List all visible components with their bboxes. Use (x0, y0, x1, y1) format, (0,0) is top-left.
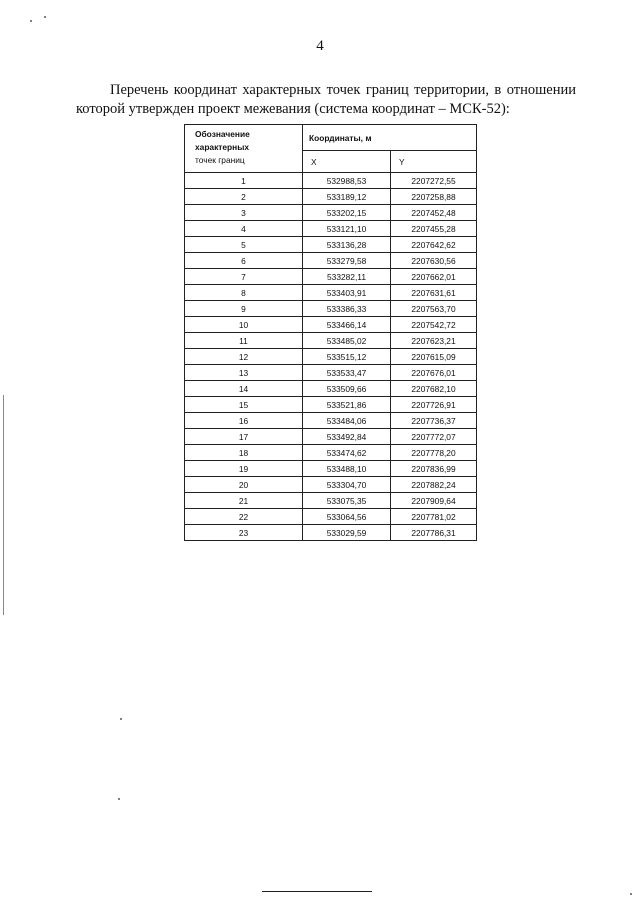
point-number-cell: 9 (185, 301, 303, 317)
y-coordinate-cell: 2207623,21 (391, 333, 477, 349)
y-coordinate-cell: 2207615,09 (391, 349, 477, 365)
point-number-cell: 12 (185, 349, 303, 365)
table-row (185, 525, 477, 541)
table-row (185, 301, 477, 317)
point-number-cell: 6 (185, 253, 303, 269)
point-number-cell: 21 (185, 493, 303, 509)
x-coordinate-cell: 533282,11 (303, 269, 391, 285)
table-row (185, 397, 477, 413)
table-row (185, 269, 477, 285)
header-designation-line1: Обозначение (195, 129, 250, 139)
x-coordinate-cell: 533279,58 (303, 253, 391, 269)
point-number-cell: 8 (185, 285, 303, 301)
point-number-cell: 23 (185, 525, 303, 541)
point-number-cell: 20 (185, 477, 303, 493)
table-row (185, 445, 477, 461)
table-row (185, 253, 477, 269)
table-row (185, 333, 477, 349)
x-coordinate-cell: 533466,14 (303, 317, 391, 333)
y-coordinate-cell: 2207786,31 (391, 525, 477, 541)
table-row (185, 493, 477, 509)
table-row (185, 365, 477, 381)
y-coordinate-cell: 2207642,62 (391, 237, 477, 253)
x-coordinate-cell: 533386,33 (303, 301, 391, 317)
table-body (185, 173, 477, 541)
page-number: 4 (316, 38, 324, 54)
point-number-cell: 19 (185, 461, 303, 477)
y-coordinate-cell: 2207682,10 (391, 381, 477, 397)
point-number-cell: 4 (185, 221, 303, 237)
x-coordinate-cell: 533485,02 (303, 333, 391, 349)
intro-paragraph: Перечень координат характерных точек границ территории, в отношении которой утвержден проект межевания (система координат – МСК-52): (76, 81, 576, 117)
table-row (185, 477, 477, 493)
y-coordinate-cell: 2207258,88 (391, 189, 477, 205)
x-coordinate-cell: 533509,66 (303, 381, 391, 397)
x-coordinate-cell: 533075,35 (303, 493, 391, 509)
header-coordinates: Координаты, м (303, 125, 477, 151)
y-coordinate-cell: 2207772,07 (391, 429, 477, 445)
y-coordinate-cell: 2207909,64 (391, 493, 477, 509)
y-coordinate-cell: 2207836,99 (391, 461, 477, 477)
point-number-cell: 3 (185, 205, 303, 221)
point-number-cell: 10 (185, 317, 303, 333)
y-coordinate-cell: 2207631,61 (391, 285, 477, 301)
x-coordinate-cell: 533403,91 (303, 285, 391, 301)
table-row (185, 205, 477, 221)
table-row (185, 189, 477, 205)
x-coordinate-cell: 533202,15 (303, 205, 391, 221)
table-row (185, 349, 477, 365)
point-number-cell: 2 (185, 189, 303, 205)
point-number-cell: 22 (185, 509, 303, 525)
x-coordinate-cell: 532988,53 (303, 173, 391, 189)
y-coordinate-cell: 2207272,55 (391, 173, 477, 189)
table-header-row (185, 125, 477, 151)
scan-speck (120, 718, 122, 720)
header-designation-line2: характерных (195, 142, 250, 152)
table-row (185, 317, 477, 333)
scan-speck (30, 20, 32, 22)
y-coordinate-cell: 2207676,01 (391, 365, 477, 381)
scan-speck (630, 893, 632, 895)
x-coordinate-cell: 533521,86 (303, 397, 391, 413)
x-coordinate-cell: 533304,70 (303, 477, 391, 493)
y-coordinate-cell: 2207726,91 (391, 397, 477, 413)
point-number-cell: 1 (185, 173, 303, 189)
table-row (185, 237, 477, 253)
point-number-cell: 5 (185, 237, 303, 253)
scan-speck (118, 798, 120, 800)
point-number-cell: 14 (185, 381, 303, 397)
scan-speck (44, 16, 46, 18)
header-x: X (303, 151, 391, 173)
point-number-cell: 13 (185, 365, 303, 381)
x-coordinate-cell: 533121,10 (303, 221, 391, 237)
table-row (185, 429, 477, 445)
table-row (185, 221, 477, 237)
point-number-cell: 18 (185, 445, 303, 461)
y-coordinate-cell: 2207455,28 (391, 221, 477, 237)
footer-rule (262, 891, 372, 892)
table-row (185, 381, 477, 397)
table-row (185, 461, 477, 477)
table-row (185, 285, 477, 301)
point-number-cell: 17 (185, 429, 303, 445)
coordinates-table (184, 124, 477, 541)
x-coordinate-cell: 533492,84 (303, 429, 391, 445)
x-coordinate-cell: 533029,59 (303, 525, 391, 541)
y-coordinate-cell: 2207542,72 (391, 317, 477, 333)
point-number-cell: 11 (185, 333, 303, 349)
x-coordinate-cell: 533136,28 (303, 237, 391, 253)
x-coordinate-cell: 533484,06 (303, 413, 391, 429)
y-coordinate-cell: 2207563,70 (391, 301, 477, 317)
x-coordinate-cell: 533488,10 (303, 461, 391, 477)
header-y: Y (391, 151, 477, 173)
header-designation (185, 125, 303, 173)
y-coordinate-cell: 2207778,20 (391, 445, 477, 461)
scan-edge-line (3, 395, 4, 615)
x-coordinate-cell: 533515,12 (303, 349, 391, 365)
table-row (185, 413, 477, 429)
x-coordinate-cell: 533064,56 (303, 509, 391, 525)
table-row (185, 509, 477, 525)
y-coordinate-cell: 2207736,37 (391, 413, 477, 429)
point-number-cell: 16 (185, 413, 303, 429)
y-coordinate-cell: 2207781,02 (391, 509, 477, 525)
y-coordinate-cell: 2207882,24 (391, 477, 477, 493)
point-number-cell: 7 (185, 269, 303, 285)
x-coordinate-cell: 533189,12 (303, 189, 391, 205)
x-coordinate-cell: 533533,47 (303, 365, 391, 381)
x-coordinate-cell: 533474,62 (303, 445, 391, 461)
table-row (185, 173, 477, 189)
y-coordinate-cell: 2207662,01 (391, 269, 477, 285)
point-number-cell: 15 (185, 397, 303, 413)
header-designation-line3: точек границ (195, 155, 245, 165)
y-coordinate-cell: 2207452,48 (391, 205, 477, 221)
y-coordinate-cell: 2207630,56 (391, 253, 477, 269)
